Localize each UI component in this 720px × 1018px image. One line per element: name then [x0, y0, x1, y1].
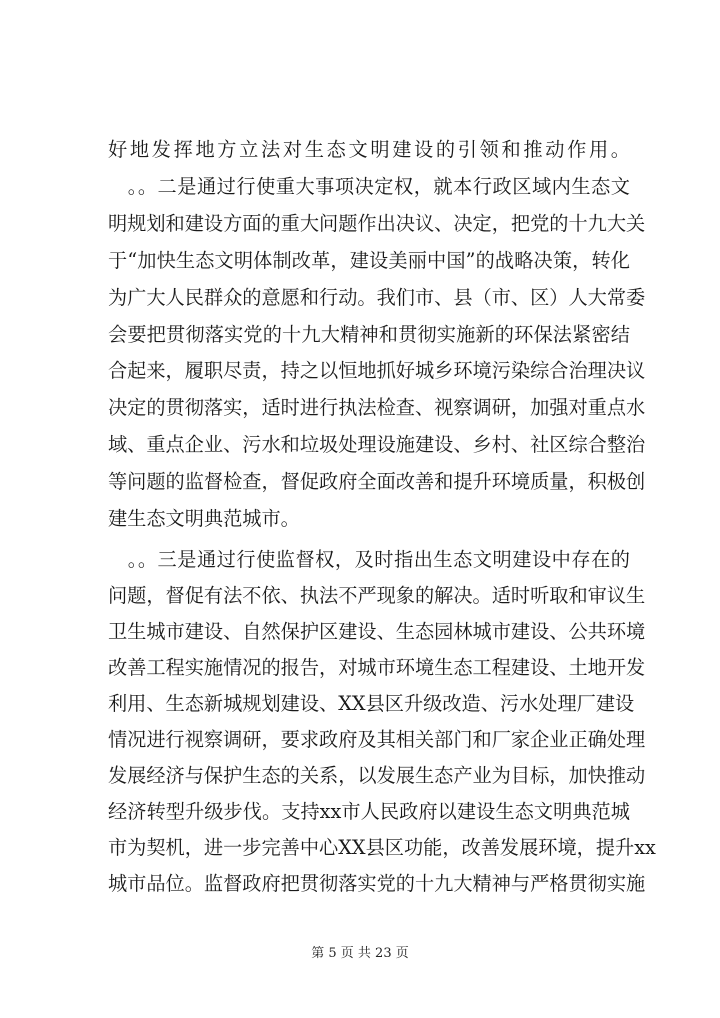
paragraph-line: 合起来，履职尽责，持之以恒地抓好城乡环境污染综合治理决议: [108, 359, 646, 382]
paragraph-line: 等问题的监督检查，督促政府全面改善和提升环境质量，积极创: [108, 470, 646, 493]
paragraph-line: 于“加快生态文明体制改革，建设美丽中国”的战略决策，转化: [108, 249, 630, 272]
page-number-footer: 第 5 页 共 23 页: [311, 946, 409, 961]
paragraph-line: 好地发挥地方立法对生态文明建设的引领和推动作用。: [108, 138, 630, 161]
paragraph-line: 改善工程实施情况的报告，对城市环境生态工程建设、土地开发: [108, 656, 646, 679]
paragraph-line: 。。三是通过行使监督权，及时指出生态文明建设中存在的: [108, 548, 630, 571]
paragraph-line: 市为契机，进一步完善中心XX县区功能，改善发展环境，提升xx: [108, 836, 656, 859]
paragraph-line: 。。二是通过行使重大事项决定权，就本行政区域内生态文: [108, 175, 630, 198]
paragraph-line: 城市品位。监督政府把贯彻落实党的十九大精神与严格贯彻实施: [108, 872, 646, 895]
paragraph-line: 明规划和建设方面的重大问题作出决议、决定，把党的十九大关: [108, 212, 646, 235]
paragraph-line: 卫生城市建设、自然保护区建设、生态园林城市建设、公共环境: [108, 620, 646, 643]
paragraph-line: 利用、生态新城规划建设、XX县区升级改造、污水处理厂建设: [108, 692, 635, 715]
paragraph-line: 域、重点企业、污水和垃圾处理设施建设、乡村、社区综合整治: [108, 433, 646, 456]
paragraph-line: 建生态文明典范城市。: [108, 507, 300, 530]
paragraph-line: 问题，督促有法不依、执法不严现象的解决。适时听取和审议生: [108, 584, 646, 607]
paragraph-line: 情况进行视察调研，要求政府及其相关部门和厂家企业正确处理: [108, 728, 646, 751]
paragraph-line: 发展经济与保护生态的关系，以发展生态产业为目标，加快推动: [108, 764, 646, 787]
paragraph-line: 为广大人民群众的意愿和行动。我们市、县（市、区）人大常委: [108, 286, 646, 309]
paragraph-line: 会要把贯彻落实党的十九大精神和贯彻实施新的环保法紧密结: [108, 323, 630, 346]
paragraph-line: 决定的贯彻落实，适时进行执法检查、视察调研，加强对重点水: [108, 396, 646, 419]
paragraph-line: 经济转型升级步伐。支持xx市人民政府以建设生态文明典范城: [108, 800, 630, 823]
